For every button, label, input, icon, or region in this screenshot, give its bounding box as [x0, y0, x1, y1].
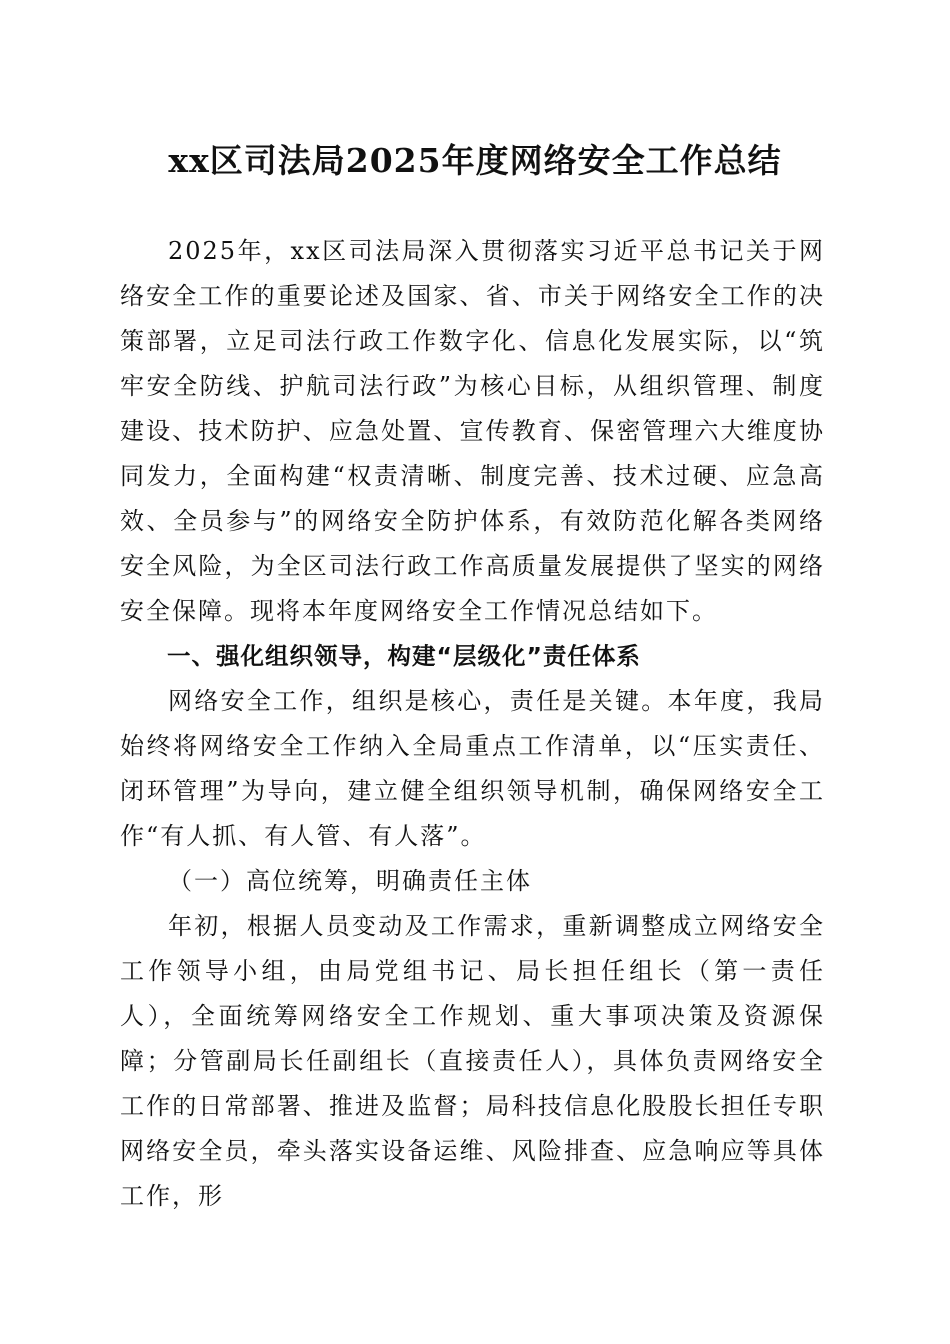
- section-1-paragraph: 网络安全工作，组织是核心，责任是关键。本年度，我局始终将网络安全工作纳入全局重点工作清单，以“压实责任、闭环管理”为导向，建立健全组织领导机制，确保网络安全工作“有人抓、有人管、有人落”。: [120, 687, 825, 850]
- intro-paragraph: 2025年，xx区司法局深入贯彻落实习近平总书记关于网络安全工作的重要论述及国家、省、市关于网络安全工作的决策部署，立足司法行政工作数字化、信息化发展实际，以“筑牢安全防线、护航司法行政”为核心目标，从组织管理、制度建设、技术防护、应急处置、宣传教育、保密管理六大维度协同发力，全面构建“权责清晰、制度完善、技术过硬、应急高效、全员参与”的网络安全防护体系，有效防范化解各类网络安全风险，为全区司法行政工作高质量发展提供了坚实的网络安全保障。现将本年度网络安全工作情况总结如下。: [120, 237, 825, 625]
- subsection-1-paragraph: 年初，根据人员变动及工作需求，重新调整成立网络安全工作领导小组，由局党组书记、局长担任组长（第一责任人），全面统筹网络安全工作规划、重大事项决策及资源保障；分管副局长任副组长（直接责任人），具体负责网络安全工作的日常部署、推进及监督；局科技信息化股股长担任专职网络安全员，牵头落实设备运维、风险排查、应急响应等具体工作，形: [120, 912, 825, 1210]
- document-body: [120, 229, 825, 1219]
- section-1-heading: 一、强化组织领导，构建“层级化”责任体系: [167, 642, 641, 670]
- subsection-1-heading: （一）高位统筹，明确责任主体: [168, 867, 532, 895]
- document-title: xx区司法局2025年度网络安全工作总结: [168, 141, 782, 180]
